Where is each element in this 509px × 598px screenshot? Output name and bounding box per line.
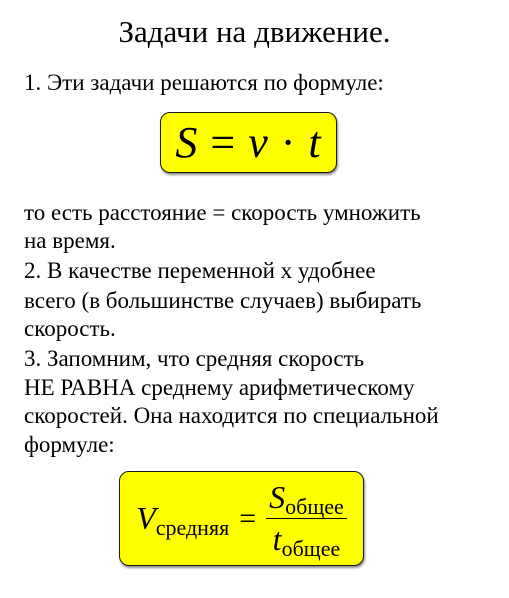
formula-distance <box>161 113 336 172</box>
text-line-4: 2. В качестве переменной х удобнее <box>24 258 376 283</box>
formula-v: v <box>248 118 269 167</box>
formula-dot: · <box>280 118 297 167</box>
formula-fraction <box>266 478 347 562</box>
formula-s-var: S <box>269 478 286 515</box>
formula-box-distance <box>160 112 337 173</box>
formula-denominator <box>270 519 344 562</box>
formula-s: S <box>175 118 199 167</box>
formula-s-sub: общее <box>285 493 344 519</box>
formula-v-sub: средняя <box>155 515 230 540</box>
text-line-7: 3. Запомним, что средняя скорость <box>24 346 365 371</box>
text-line-9: скоростей. Она находится по специальной <box>24 403 439 428</box>
formula-box-average-speed <box>119 471 364 566</box>
text-line-5: всего (в большинстве случаев) выбирать <box>24 288 422 313</box>
formula-average-speed <box>120 472 363 565</box>
page-title: Задачи на движение. <box>118 14 391 49</box>
text-line-6: скорость. <box>24 316 116 341</box>
formula-equals-2: = <box>239 501 257 535</box>
formula-lhs <box>136 500 230 540</box>
text-line-10: формуле: <box>24 432 115 457</box>
text-line-3: на время. <box>24 228 116 253</box>
text-line-2: то есть расстояние = скорость умножить <box>24 200 421 225</box>
formula-t: t <box>308 118 322 167</box>
text-line-8: НЕ РАВНА среднему арифметическому <box>24 375 415 400</box>
text-line-1: 1. Эти задачи решаются по формуле: <box>24 70 384 95</box>
formula-numerator <box>266 479 347 518</box>
formula-v-var: V <box>136 500 156 536</box>
formula-t-var: t <box>272 521 282 558</box>
formula-t-sub: общее <box>281 536 341 562</box>
formula-equals: = <box>210 118 237 167</box>
